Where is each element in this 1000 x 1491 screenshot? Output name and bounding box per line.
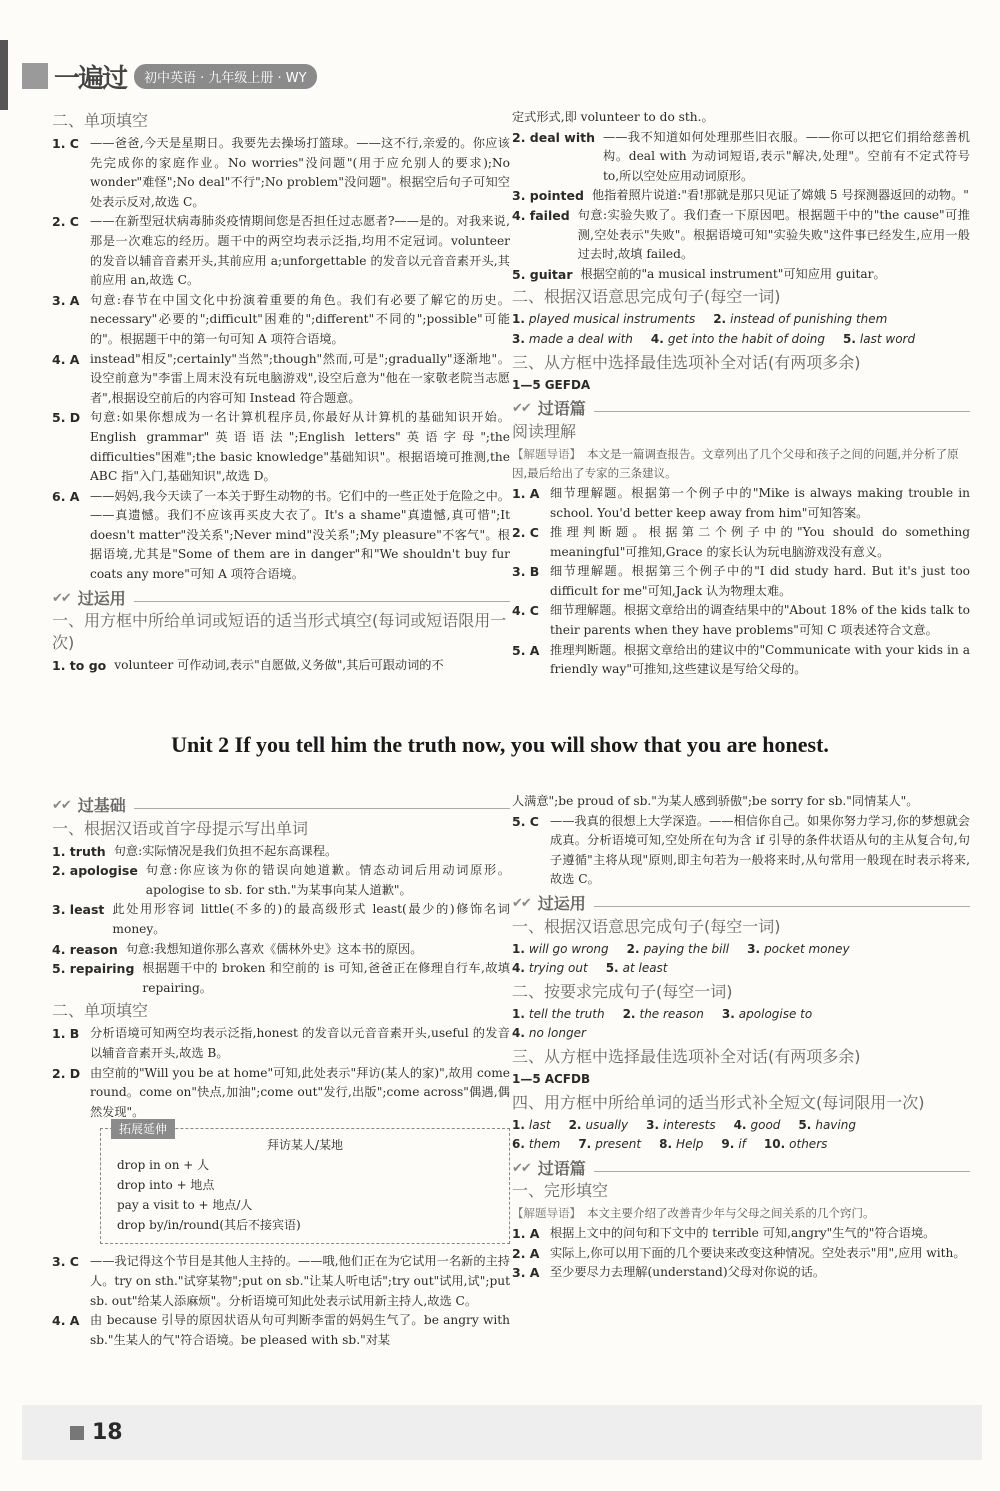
checkmark-icon: ✔✔ [52,590,70,606]
practice-header: ✔✔ 过语篇 [512,399,970,419]
continued-text: 定式形式,即 volunteer to do sth.。 [512,110,714,124]
answer-item: 5. guitar 根据空前的"a musical instrument"可知应用 guitar。 [512,266,886,282]
short-answer: 1—5 ACFDB [512,1071,591,1086]
extension-box [100,1122,510,1244]
divider [134,808,510,809]
section-title: 一、根据汉语意思完成句子(每空一词) [512,916,781,936]
practice-header: ✔✔ 过运用 [512,894,970,914]
answer-item: 4. C 细节理解题。根据文章给出的调查结果中的"About 18% of the kids talk to their parents when they have problems"可知 C 项表述符合文意。 [512,603,970,638]
footer-band [22,1405,982,1460]
page-edge-bar [0,40,8,110]
section-title: 二、单项填空 [52,111,149,130]
short-answer: 7. present [578,1137,642,1152]
answer-row [512,959,970,979]
answer-item: 4. failed 句意:实验失败了。我们查一下原因吧。根据题干中的"the cause"可推测,空处表示"失败"。根据语境可知"实验失败"这件事已经发生,应用一般过去时,故填 failed。 [512,207,970,262]
short-answer: 4. no longer [512,1026,586,1041]
short-answer: 5. last word [843,331,916,346]
practice-header: ✔✔ 过运用 [52,589,510,609]
answer-item: 2. A 实际上,你可以用下面的几个要诀来改变这种情况。空处表示"用",应用 with。 [512,1245,966,1261]
short-answer: 1. played musical instruments [512,312,696,327]
continued-text: 人满意";be proud of sb."为某人感到骄傲";be sorry for sb."同情某人"。 [512,794,919,808]
practice-header: ✔✔ 过基础 [52,796,510,816]
page-header [22,62,317,94]
short-answer: 9. if [721,1137,746,1152]
short-answer: 4. trying out [512,961,588,976]
subject-tag: 初中英语 · 九年级上册 · WY [134,64,317,89]
answer-row [512,1024,970,1044]
checkmark-icon: ✔✔ [52,798,70,813]
extension-line: pay a visit to + 地点/人 [117,1198,253,1213]
answer-row [512,1135,970,1155]
short-answer: 1—5 GEFDA [512,377,591,392]
short-answer: 3. interests [646,1117,716,1132]
section-title: 阅读理解 [512,421,577,441]
short-answer: 1. will go wrong [512,941,609,956]
answer-item: 4. reason 句意:我想知道你那么喜欢《儒林外史》这本书的原因。 [52,941,423,957]
answer-item: 5. A 推理判断题。根据文章给出的建议中的"Communicate with your kids in a friendly way"可推知,这些建议是写给父母的。 [512,642,970,677]
reading-guide: 【解题导语】 本文主要介绍了改善青少年与父母之间关系的几个窍门。 [512,1206,875,1221]
answer-item: 1. truth 句意:实际情况是我们负担不起东高课程。 [52,843,338,859]
checkmark-icon: ✔✔ [512,895,530,911]
short-answer: 2. paying the bill [626,941,730,956]
section-title: 三、从方框中选择最佳选项补全对话(有两项多余) [512,1046,861,1066]
page-marker [70,1426,84,1440]
answer-item: 3. pointed 他指着照片说道:"看!那就是那只见证了嫦娥 5 号探测器返回的动物。" [512,188,969,204]
short-answer: 5. having [798,1117,856,1132]
answer-item: 2. C ——在新型冠状病毒肺炎疫情期间您是否担任过志愿者?——是的。对我来说,那是一次难忘的经历。题干中的两空均表示泛指,均用不定冠词。volunteer 的发音以辅音音素开头,其前应用 a;unforgettable 的发音以元音音素开头,其前应用 an,故选 C。 [52,214,510,288]
short-answer: 3. pocket money [747,941,850,956]
answer-item: 6. A ——妈妈,我今天读了一本关于野生动物的书。它们中的一些正处于危险之中。——真遗憾。我们不应该再买皮大衣了。It's a shame"真遗憾,真可惜";It doesn't matter"没关系";Never mind"没关系";My pleasure"不客气"。根据语境,尤其是"Some of them are in danger"和"We shouldn't buy fur coats any more"可知 A 项符合语境。 [52,488,510,582]
short-answer: 2. usually [568,1117,629,1132]
answer-item: 1. A 细节理解题。根据第一个例子中的"Mike is always making trouble in school. You'd better keep away from him"可知答案。 [512,485,970,520]
answer-item: 3. least 此处用形容词 little(不多的)的最高级形式 least(最少的)修饰名词 money。 [52,902,510,936]
section-title: 二、按要求完成句子(每空一词) [512,981,733,1001]
short-answer: 4. good [733,1117,781,1132]
answer-item: 5. C ——我真的很想上大学深造。——相信你自己。如果你努力学习,你的梦想就会成真。分析语境可知,空处所在句为含 if 引导的条件状语从句的主从复合句,句子遵循"主将从现"原则,即主句若为一般将来时,从句常用一般现在时表示将来,故选 C。 [512,813,970,887]
lower-left-column [52,792,510,1350]
short-answer: 5. at least [605,961,668,976]
checkmark-icon: ✔✔ [512,1160,530,1176]
divider [134,601,510,602]
short-answer: 1. last [512,1117,551,1132]
short-answer: 3. apologise to [721,1006,813,1021]
lower-right-column [512,792,970,1283]
answer-row [512,940,970,960]
answer-item: 3. B 细节理解题。根据第三个例子中的"I did study hard. But it's just too difficult for me"可知,Jack 认为物理太难。 [512,564,970,598]
answer-item: 4. A 由 because 引导的原因状语从句可判断李雷的妈妈生气了。be angry with sb."生某人的气"符合语境。be pleased with sb."对某 [52,1313,510,1347]
answer-item: 2. D 由空前的"Will you be at home"可知,此处表示"拜访(某人的家)",故用 come round。come on"快点,加油";come out"发行,出版";come across"偶遇,偶然发现"。 [52,1065,510,1119]
extension-heading: 拜访某人/某地 [266,1138,344,1153]
answer-item: 3. A 至少要尽力去理解(understand)父母对你说的话。 [512,1265,826,1281]
answer-row [512,1070,970,1090]
book-logo: 一遍过 [54,63,127,94]
section-title: 一、用方框中所给单词或短语的适当形式填空(每词或短语限用一次) [52,611,507,653]
short-answer: 8. Help [659,1137,704,1152]
answer-row [512,376,970,396]
answer-item: 1. B 分析语境可知两空均表示泛指,honest 的发音以元音音素开头,useful 的发音以辅音音素开头,故选 B。 [52,1026,510,1060]
section-title: 二、单项填空 [52,1001,149,1021]
reading-guide: 【解题导语】 本文是一篇调查报告。文章列出了几个父母和孩子之间的问题,并分析了原因,最后给出了专家的三条建议。 [512,446,959,481]
section-title: 一、根据汉语或首字母提示写出单词 [52,818,309,838]
divider [594,1171,970,1172]
logo-square [22,63,48,89]
section-title: 二、根据汉语意思完成句子(每空一词) [512,287,781,307]
upper-right-column [512,108,970,680]
answer-item: 1. to go volunteer 可作动词,表示"自愿做,义务做",其后可跟动词的不 [52,658,444,674]
answer-item: 5. repairing 根据题干中的 broken 和空前的 is 可知,爸爸正在修理自行车,故填 repairing。 [52,961,510,995]
checkmark-icon: ✔✔ [512,401,530,417]
answer-item: 3. C ——我记得这个节目是其他人主持的。——哦,他们正在为它试用一名新的主持人。try on sth."试穿某物";put on sb."让某人听电话";try out"试用,试";put sb. out"给某人添麻烦"。分析语境可知此处表示试用新主持人,故选 C。 [52,1254,510,1308]
answer-item: 2. deal with ——我不知道如何处理那些旧衣服。——你可以把它们捐给慈善机构。deal with 为动词短语,表示"解决,处理"。空前有不定式符号 to,所以空处应用动词原形。 [512,129,970,183]
answer-item: 3. A 句意:春节在中国文化中扮演着重要的角色。我们有必要了解它的历史。necessary"必要的";difficult"困难的";different"不同的";possible"可能的"。根据题干中的第一句可知 A 项符合语境。 [52,292,510,346]
unit-title: Unit 2 If you tell him the truth now, you will show that you are honest. [171,732,829,757]
page-number: 18 [70,1420,123,1445]
answer-row [512,310,970,330]
extension-line: drop into + 地点 [117,1178,215,1193]
short-answer: 1. tell the truth [512,1006,605,1021]
extension-tag: 拓展延伸 [111,1119,175,1139]
answer-item: 2. C 推理判断题。根据第二个例子中的"You should do something meaningful"可推知,Grace 的家长认为玩电脑游戏没有意义。 [512,525,970,559]
extension-line: drop by/in/round(其后不接宾语) [117,1218,301,1233]
extension-line: drop in on + 人 [117,1158,210,1173]
answer-row [512,330,970,350]
section-title: 一、完形填空 [512,1181,609,1201]
answer-item: 4. A instead"相反";certainly"当然";though"然而,可是";gradually"逐渐地"。设空前意为"李雷上周末没有玩电脑游戏",设空后意为"他在一家敬老院当志愿者",根据设空前后的内容可知 Instead 符合题意。 [52,351,510,405]
answer-item: 5. D 句意:如果你想成为一名计算机程序员,你最好从计算机的基础知识开始。English grammar"英语语法";English letters"英语字母";the difficulties"困难";the basic knowledge"基础知识"。根据语境可推测,the ABC 指"入门,基础知识",故选 D。 [52,410,510,484]
answer-item: 1. A 根据上文中的问句和下文中的 terrible 可知,angry"生气的"符合语境。 [512,1225,936,1241]
short-answer: 2. the reason [622,1006,704,1021]
divider [594,411,970,412]
answer-item: 1. C ——爸爸,今天是星期日。我要先去操场打篮球。——这不行,亲爱的。你应该先完成你的家庭作业。No worries"没问题"(用于应允别人的要求);No wonder"难怪";No deal"不行";No problem"没问题"。根据空后句子可知空处表示反对,故选 C。 [52,136,510,209]
short-answer: 3. made a deal with [512,331,633,346]
practice-header: ✔✔ 过语篇 [512,1159,970,1179]
short-answer: 2. instead of punishing them [713,312,888,327]
short-answer: 4. get into the habit of doing [650,331,825,346]
answer-item: 2. apologise 句意:你应该为你的错误向她道歉。情态动词后用动词原形。apologise to sb. for sth."为某事向某人道歉"。 [52,863,510,897]
answer-row [512,1116,970,1136]
short-answer: 6. them [512,1137,561,1152]
upper-left-column [52,108,510,676]
divider [594,906,970,907]
answer-row [512,1005,970,1025]
section-title: 四、用方框中所给单词的适当形式补全短文(每词限用一次) [512,1092,925,1112]
short-answer: 10. others [763,1137,828,1152]
section-title: 三、从方框中选择最佳选项补全对话(有两项多余) [512,352,861,372]
